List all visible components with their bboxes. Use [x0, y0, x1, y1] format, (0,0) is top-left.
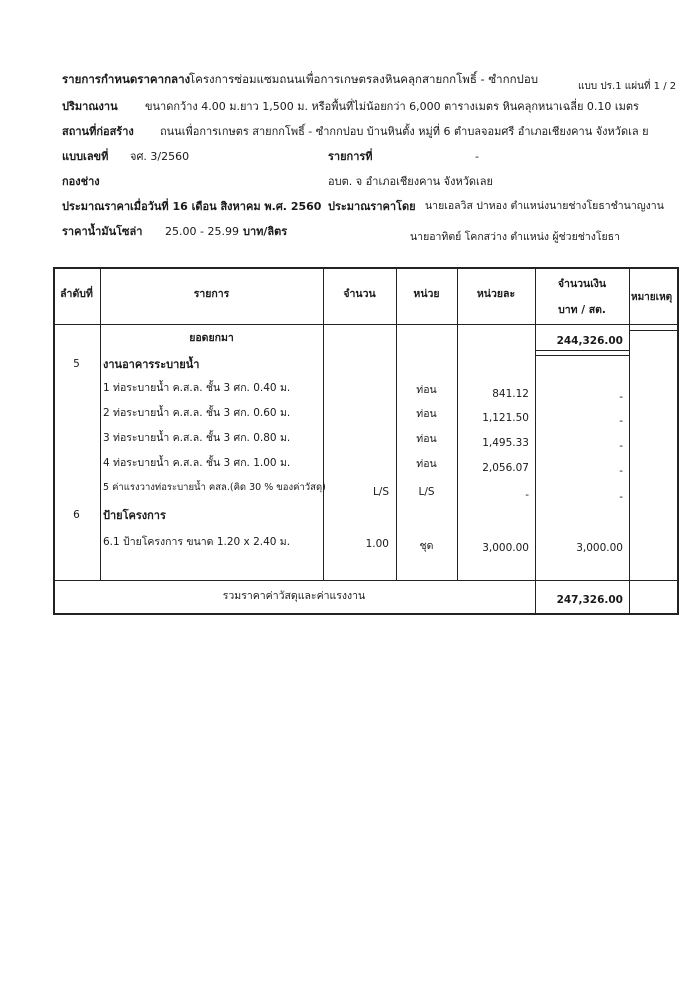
table-row-item: 6.1 ป้ายโครงการ ขนาด 1.20 x 2.40 ม.: [103, 536, 291, 548]
header-unit: หน่วย: [413, 288, 440, 300]
table-row-unit-price: 1,121.50: [482, 412, 529, 424]
group6-title: ป้ายโครงการ: [103, 509, 166, 522]
table-row-unit-price: 841.12: [492, 388, 529, 400]
carried-forward-value: 244,326.00: [556, 335, 623, 347]
table-row-item: 1 ท่อระบายน้ำ ค.ส.ล. ชั้น 3 ศก. 0.40 ม.: [103, 382, 291, 394]
carried-forward-line-2: [535, 355, 629, 356]
table-row-amount: 3,000.00: [576, 542, 623, 554]
table-row-item: 5 ค่าแรงวางท่อระบายน้ำ คสล.(คิด 30 % ของค่าวัสดุ): [103, 482, 326, 493]
table-row-unit: ท่อน: [416, 408, 437, 420]
plan-value: จศ. 3/2560: [130, 150, 190, 163]
volume-label: ปริมาณงาน: [62, 100, 118, 113]
table-row-amount: -: [619, 415, 623, 427]
table-row-amount: -: [619, 440, 623, 452]
location-value: ถนนเพื่อการเกษตร สายกกโพธิ์ - ซำกกปอบ บ้านหินตั้ง หมู่ที่ 6 ตำบลจอมศรี อำเภอเชียงคาน จังหวัดเล ย: [160, 125, 649, 138]
col-line-qty: [396, 267, 397, 580]
header-unit-price: หน่วยละ: [476, 288, 516, 300]
total-label: รวมราคาค่าวัสดุและค่าแรงงาน: [222, 590, 366, 602]
volume-value: ขนาดกว้าง 4.00 ม.ยาว 1,500 ม. หรือพื้นที่ไม่น้อยกว่า 6,000 ตารางเมตร หินคลุกหนาเฉลี่ย 0.10 เมตร: [145, 100, 639, 113]
total-value: 247,326.00: [556, 594, 623, 606]
table-border-top: [53, 267, 679, 269]
estimated-by-label: ประมาณราคาโดย: [328, 200, 416, 213]
item-label: รายการที่: [328, 150, 373, 163]
division-value: อบต. จ อำเภอเชียงคาน จังหวัดเลย: [328, 175, 493, 188]
item-value: -: [475, 150, 479, 163]
group5-no: 5: [73, 358, 80, 370]
table-row-unit: ชุด: [419, 540, 434, 552]
diesel-label: ราคาน้ำมันโซล่า: [62, 225, 143, 238]
table-row-item: 4 ท่อระบายน้ำ ค.ส.ล. ชั้น 3 ศก. 1.00 ม.: [103, 457, 291, 469]
remark-top-line: [629, 330, 679, 331]
group6-no: 6: [73, 509, 80, 521]
header-no: ลำดับที่: [60, 288, 93, 300]
table-row-unit-price: 1,495.33: [482, 437, 529, 449]
division-label: กองช่าง: [62, 175, 100, 188]
table-row-amount: -: [619, 491, 623, 503]
col-line-no: [100, 267, 101, 580]
form-code: แบบ ปร.1 แผ่นที่ 1 / 2: [578, 81, 677, 92]
table-row-unit: ท่อน: [416, 433, 437, 445]
carried-forward-line: [535, 350, 629, 351]
col-line-amount: [629, 267, 630, 615]
table-row-amount: -: [619, 391, 623, 403]
header-remark: หมายเหตุ: [631, 293, 673, 303]
table-border-left: [53, 267, 55, 615]
header-amount: จำนวนเงิน: [557, 278, 607, 290]
title-label: รายการกำหนดราคากลาง: [62, 72, 191, 86]
table-border-bottom: [53, 613, 679, 615]
carried-forward-label: ยอดยกมา: [189, 332, 234, 344]
col-line-unit: [457, 267, 458, 580]
header-qty: จำนวน: [343, 288, 376, 300]
col-line-item: [323, 267, 324, 580]
table-row-unit-price: 2,056.07: [482, 462, 529, 474]
location-label: สถานที่ก่อสร้าง: [62, 125, 134, 138]
table-row-qty: 1.00: [365, 538, 389, 550]
plan-label: แบบเลขที่: [62, 150, 109, 163]
header-item: รายการ: [193, 288, 230, 300]
header-amount-unit: บาท / สต.: [558, 304, 606, 316]
table-row-unit-price: -: [525, 489, 529, 501]
total-divider: [53, 580, 679, 581]
project-title: โครงการซ่อมแซมถนนเพื่อการเกษตรลงหินคลุกสายกกโพธิ์ - ซำกกปอบ: [189, 72, 539, 86]
table-row-qty: L/S: [372, 486, 389, 498]
table-row-item: 3 ท่อระบายน้ำ ค.ส.ล. ชั้น 3 ศก. 0.80 ม.: [103, 432, 291, 444]
table-row-unit-price: 3,000.00: [482, 542, 529, 554]
table-row-unit: ท่อน: [416, 384, 437, 396]
diesel-unit: บาท/ลิตร: [243, 225, 288, 238]
table-row-amount: -: [619, 465, 623, 477]
estimator-2: นายอาทิตย์ โคกสว่าง ตำแหน่ง ผู้ช่วยช่างโยธา: [410, 231, 620, 243]
estimator-1: นายเอลวิส ปาหอง ตำแหน่งนายช่างโยธาชำนาญงาน: [425, 200, 664, 212]
table-row-unit: ท่อน: [416, 458, 437, 470]
table-border-right: [677, 267, 679, 615]
header-divider: [53, 324, 679, 325]
table-row-item: 2 ท่อระบายน้ำ ค.ส.ล. ชั้น 3 ศก. 0.60 ม.: [103, 407, 291, 419]
table-row-unit: L/S: [418, 486, 435, 498]
diesel-value: 25.00 - 25.99: [165, 225, 239, 238]
group5-title: งานอาคารระบายน้ำ: [103, 358, 200, 371]
price-table: [53, 267, 679, 615]
estimate-date: ประมาณราคาเมื่อวันที่ 16 เดือน สิงหาคม พ.ศ. 2560: [62, 200, 322, 213]
